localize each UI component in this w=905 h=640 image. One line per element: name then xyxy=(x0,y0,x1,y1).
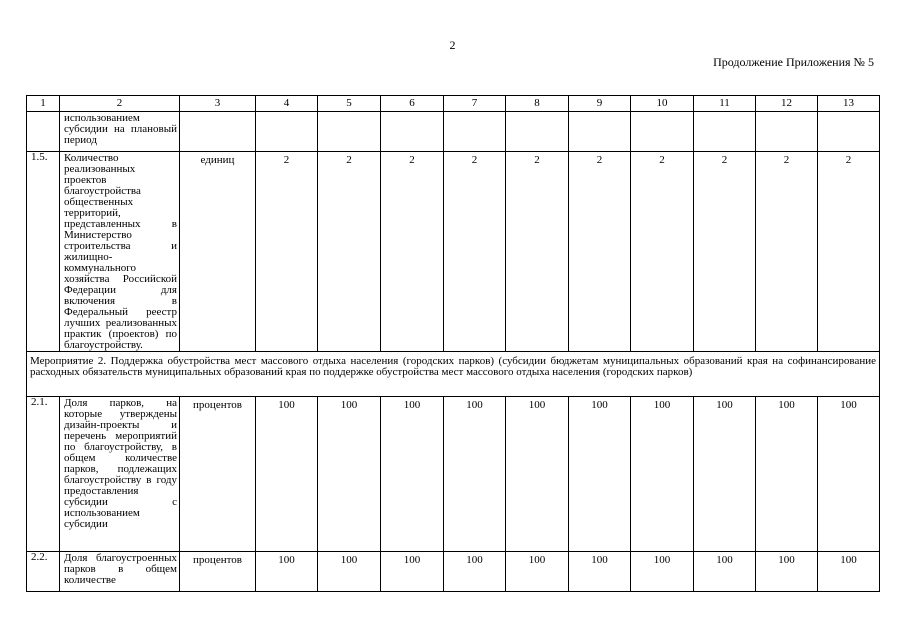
value-cell: 2 xyxy=(444,152,506,352)
value-cell: 2 xyxy=(756,152,818,352)
event-heading-row xyxy=(27,352,880,397)
value-cell: 100 xyxy=(569,397,631,552)
value-cell: 100 xyxy=(631,397,694,552)
value-cell: 100 xyxy=(694,397,756,552)
column-header: 2 xyxy=(60,96,180,112)
column-header: 7 xyxy=(444,96,506,112)
row-number: 2.2. xyxy=(27,552,60,592)
value-cell: 100 xyxy=(506,397,569,552)
value-cell xyxy=(756,112,818,152)
table-row-continued xyxy=(27,112,880,152)
value-cell: 2 xyxy=(694,152,756,352)
value-cell: 100 xyxy=(256,397,318,552)
value-cell: 100 xyxy=(444,397,506,552)
value-cell xyxy=(694,112,756,152)
value-cell: 100 xyxy=(569,552,631,592)
value-cell: 2 xyxy=(506,152,569,352)
indicators-table xyxy=(26,95,880,592)
column-header: 13 xyxy=(818,96,880,112)
value-cell: 2 xyxy=(381,152,444,352)
table-row-2-1 xyxy=(27,397,880,552)
value-cell: 100 xyxy=(381,552,444,592)
column-header: 5 xyxy=(318,96,381,112)
unit-of-measure: процентов xyxy=(180,552,256,592)
value-cell: 100 xyxy=(444,552,506,592)
value-cell: 100 xyxy=(318,552,381,592)
page-number: 2 xyxy=(449,38,456,52)
value-cell: 100 xyxy=(631,552,694,592)
unit-cell xyxy=(180,112,256,152)
value-cell: 2 xyxy=(256,152,318,352)
value-cell: 100 xyxy=(756,397,818,552)
indicator-name: использованием субсидии на плановый период xyxy=(60,112,180,152)
value-cell xyxy=(631,112,694,152)
column-numbers-row xyxy=(27,96,880,112)
column-header: 4 xyxy=(256,96,318,112)
column-header: 11 xyxy=(694,96,756,112)
value-cell: 2 xyxy=(818,152,880,352)
unit-of-measure: процентов xyxy=(180,397,256,552)
value-cell xyxy=(506,112,569,152)
value-cell: 100 xyxy=(818,552,880,592)
value-cell: 100 xyxy=(318,397,381,552)
column-header: 12 xyxy=(756,96,818,112)
value-cell xyxy=(569,112,631,152)
value-cell: 100 xyxy=(818,397,880,552)
row-number: 1.5. xyxy=(27,152,60,352)
value-cell xyxy=(256,112,318,152)
event-2-heading: Мероприятие 2. Поддержка обустройства мест массового отдыха населения (городских парков) (субсидии бюджетам муниципальных образований края на софинансирование расходных обязательств муниципальных образований края по поддержке обустройства мест массового отдыха населения (городских парков) xyxy=(27,352,880,397)
column-header: 1 xyxy=(27,96,60,112)
value-cell: 100 xyxy=(381,397,444,552)
column-header: 8 xyxy=(506,96,569,112)
column-header: 3 xyxy=(180,96,256,112)
indicator-name: Доля благоустроенных парков в общем количестве xyxy=(60,552,180,592)
column-header: 10 xyxy=(631,96,694,112)
value-cell: 2 xyxy=(569,152,631,352)
column-header: 6 xyxy=(381,96,444,112)
row-number-cell xyxy=(27,112,60,152)
table-row-2-2 xyxy=(27,552,880,592)
row-number: 2.1. xyxy=(27,397,60,552)
table-row-1-5 xyxy=(27,152,880,352)
indicator-name: Доля парков, на которые утверждены дизайн-проекты и перечень мероприятий по благоустройству, в общем количестве парков, подлежащих благоустройству в году предоставления субсидии с использованием субсидии xyxy=(60,397,180,552)
value-cell xyxy=(444,112,506,152)
indicator-name: Количество реализованных проектов благоустройства общественных территорий, представленных в Министерство строительства и жилищно-коммунального хозяйства Российской Федерации для включения в Федеральный реестр лучших реализованных практик (проектов) по благоустройству. xyxy=(60,152,180,352)
value-cell: 2 xyxy=(318,152,381,352)
value-cell: 2 xyxy=(631,152,694,352)
appendix-continuation-label: Продолжение Приложения № 5 xyxy=(713,55,874,69)
value-cell: 100 xyxy=(506,552,569,592)
column-header: 9 xyxy=(569,96,631,112)
value-cell xyxy=(818,112,880,152)
value-cell: 100 xyxy=(756,552,818,592)
value-cell xyxy=(381,112,444,152)
unit-of-measure: единиц xyxy=(180,152,256,352)
value-cell: 100 xyxy=(256,552,318,592)
value-cell xyxy=(318,112,381,152)
value-cell: 100 xyxy=(694,552,756,592)
